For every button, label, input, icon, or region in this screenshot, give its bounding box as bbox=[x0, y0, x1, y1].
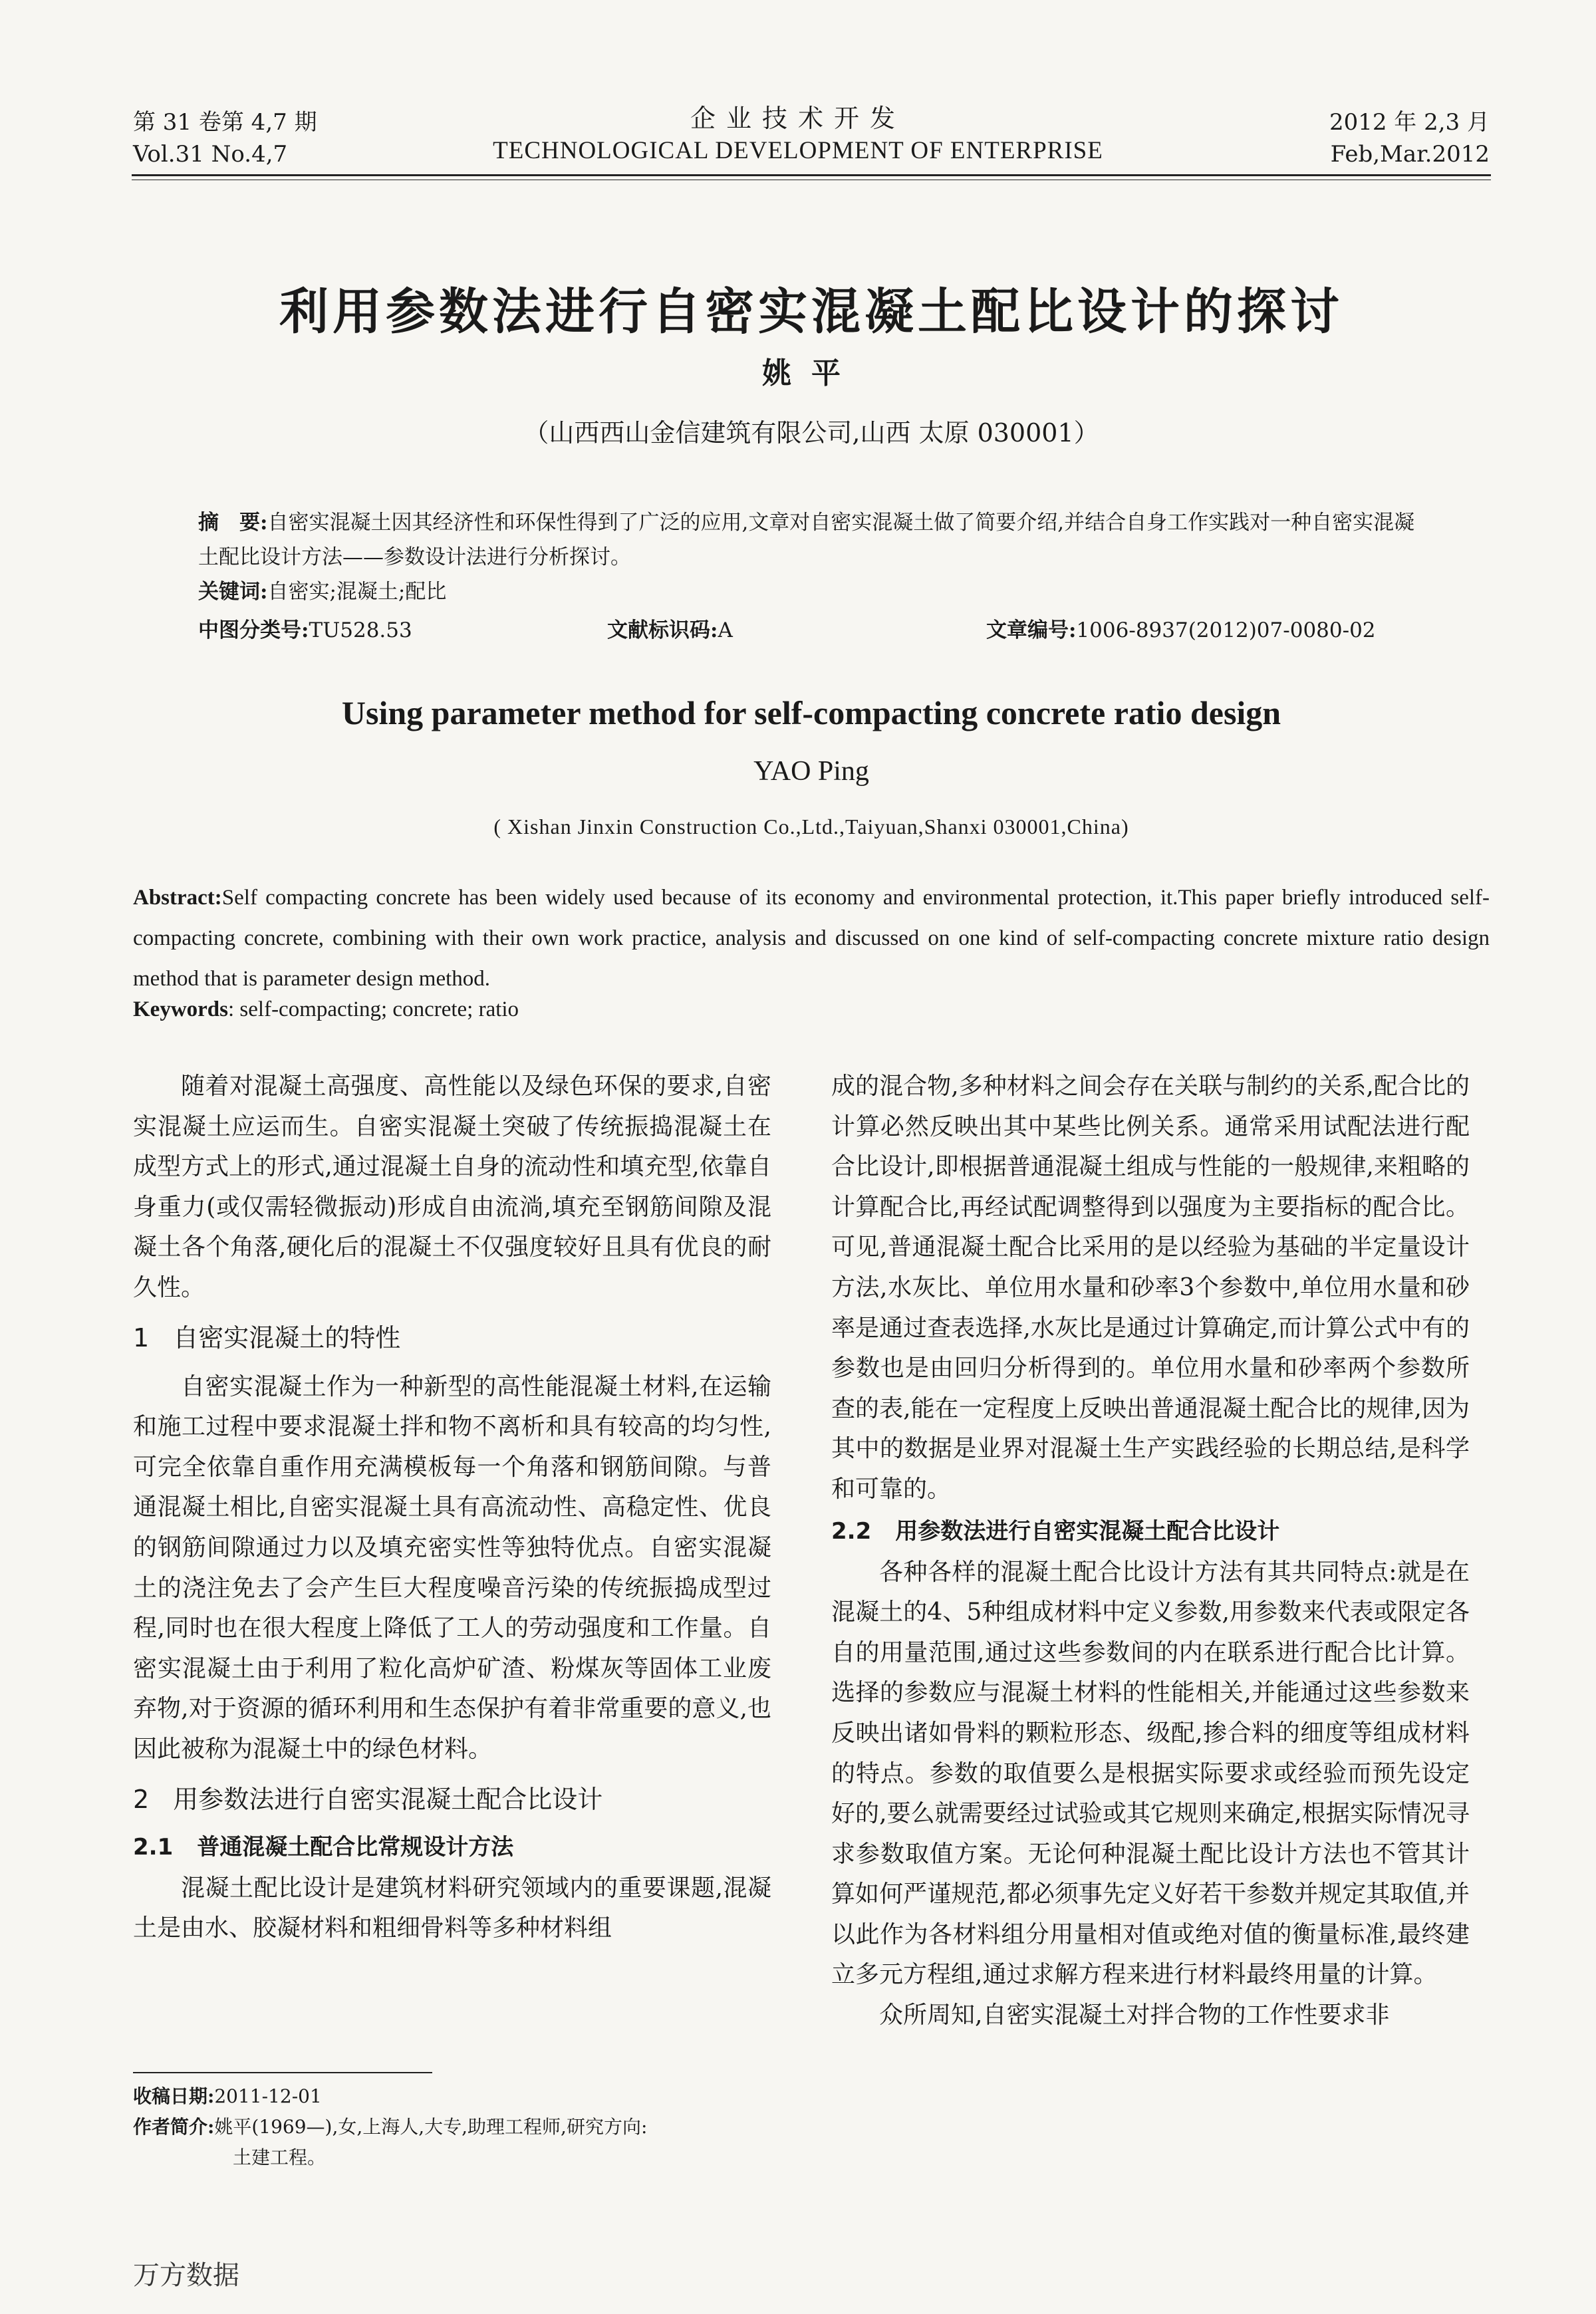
section-2-1-title: 普通混凝土配合比常规设计方法 bbox=[197, 1833, 514, 1861]
abstract-cn-label: 摘 要: bbox=[198, 511, 268, 535]
doc-value: A bbox=[718, 618, 733, 642]
journal-name-cn: 企业技术开发 bbox=[690, 104, 906, 133]
header-volume-cn: 第 31 卷第 4,7 期 bbox=[133, 109, 317, 136]
section-2-1-paragraph: 混凝土配比设计是建筑材料研究领域内的重要课题,混凝土是由水、胶凝材料和粗细骨料等多种材料组 bbox=[133, 1874, 771, 1942]
paper-title-en: Using parameter method for self-compacting concrete ratio design bbox=[341, 694, 1281, 731]
abstract-en bbox=[133, 878, 1490, 999]
affiliation-cn: （山西西山金信建筑有限公司,山西 太原 030001） bbox=[523, 418, 1099, 448]
received-date: 2011-12-01 bbox=[214, 2085, 322, 2107]
section-1-heading bbox=[133, 1318, 771, 1358]
author-cn: 姚平 bbox=[762, 356, 861, 390]
clc-value: TU528.53 bbox=[309, 618, 412, 642]
header-date bbox=[1329, 106, 1490, 170]
section-1-title: 自密实混凝土的特性 bbox=[173, 1323, 401, 1352]
intro-paragraph: 随着对混凝土高强度、高性能以及绿色环保的要求,自密实混凝土应运而生。自密实混凝土突破了传统振捣混凝土在成型方式上的形式,通过混凝土自身的流动性和填充型,依靠自身重力(或仅需轻微振动)形成自由流淌,填充至钢筋间隙及混凝土各个角落,硬化后的混凝土不仅强度较好且具有优良的耐久性。 bbox=[133, 1073, 771, 1301]
section-2-1-heading bbox=[133, 1829, 771, 1866]
author-en: YAO Ping bbox=[753, 756, 869, 787]
author-bio-label: 作者简介: bbox=[133, 2116, 215, 2138]
wanfang-watermark: 万方数据 bbox=[133, 2260, 239, 2291]
body-column-left bbox=[133, 1067, 771, 1949]
header-date-cn: 2012 年 2,3 月 bbox=[1329, 109, 1490, 136]
header-volume bbox=[133, 106, 317, 170]
paper-title-cn: 利用参数法进行自密实混凝土配比设计的探讨 bbox=[279, 283, 1343, 340]
received-label: 收稿日期: bbox=[133, 2085, 215, 2107]
header-date-en: Feb,Mar.2012 bbox=[1330, 141, 1490, 168]
keywords-cn: 自密实;混凝土;配比 bbox=[267, 580, 447, 604]
abstract-en-label: Abstract: bbox=[133, 886, 222, 910]
clc-label: 中图分类号: bbox=[198, 618, 309, 642]
section-2-2-last-line: 众所周知,自密实混凝土对拌合物的工作性要求非 bbox=[879, 2001, 1390, 2029]
doc-code bbox=[607, 613, 733, 643]
section-2-title: 用参数法进行自密实混凝土配合比设计 bbox=[173, 1784, 603, 1814]
footnote bbox=[133, 2081, 785, 2173]
keywords-cn-label: 关键词: bbox=[198, 580, 268, 604]
keywords-en: : self-compacting; concrete; ratio bbox=[228, 997, 519, 1021]
clc-code bbox=[198, 613, 412, 643]
header-journal bbox=[399, 101, 1197, 166]
header-volume-en: Vol.31 No.4,7 bbox=[133, 141, 288, 168]
keywords-en-line bbox=[133, 997, 1490, 1022]
section-2-2-title: 用参数法进行自密实混凝土配合比设计 bbox=[895, 1517, 1280, 1545]
section-1-number: 1 bbox=[133, 1323, 150, 1352]
section-2-heading bbox=[133, 1779, 771, 1819]
author-bio-continued: 土建工程。 bbox=[233, 2146, 327, 2168]
footnote-rule bbox=[133, 2072, 432, 2073]
section-1-paragraph: 自密实混凝土作为一种新型的高性能混凝土材料,在运输和施工过程中要求混凝土拌和物不离析和具有较高的均匀性,可完全依靠自重作用充满模板每一个角落和钢筋间隙。与普通混凝土相比,自密实混凝土具有高流动性、高稳定性、优良的钢筋间隙通过力以及填充密实性等独特优点。自密实混凝土的浇注免去了会产生巨大程度噪音污染的传统振捣成型过程,同时也在很大程度上降低了工人的劳动强度和工作量。自密实混凝土由于利用了粒化高炉矿渣、粉煤灰等固体工业废弃物,对于资源的循环利用和生态保护有着非常重要的意义,也因此被称为混凝土中的绿色材料。 bbox=[133, 1372, 771, 1763]
article-value: 1006-8937(2012)07-0080-02 bbox=[1076, 618, 1376, 642]
header-rule bbox=[132, 174, 1491, 176]
abstract-cn bbox=[198, 505, 1415, 609]
section-2-number: 2 bbox=[133, 1784, 150, 1814]
section-2-2-paragraph: 各种各样的混凝土配合比设计方法有其共同特点:就是在混凝土的4、5种组成材料中定义参数,用参数来代表或限定各自的用量范围,通过这些参数间的内在联系进行配合比计算。选择的参数应与混凝土材料的性能相关,并能通过这些参数来反映出诸如骨料的颗粒形态、级配,掺合料的细度等组成材料的特点。参数的取值要么是根据实际要求或经验而预先设定好的,要么就需要经过试验或其它规则来确定,根据实际情况寻求参数取值方案。无论何种混凝土配比设计方法也不管其计算如何严谨规范,都必须事先定义好若干参数并规定其取值,并以此作为各材料组分用量相对值或绝对值的衡量标准,最终建立多元方程组,通过求解方程来进行材料最终用量的计算。 bbox=[831, 1558, 1470, 1989]
affiliation-en: ( Xishan Jinxin Construction Co.,Ltd.,Taiyuan,Shanxi 030001,China) bbox=[493, 815, 1129, 838]
author-bio: 姚平(1969—),女,上海人,大专,助理工程师,研究方向: bbox=[214, 2116, 648, 2138]
article-label: 文章编号: bbox=[986, 618, 1077, 642]
section-2-2-heading bbox=[831, 1513, 1470, 1550]
section-2-1-number: 2.1 bbox=[133, 1833, 174, 1861]
article-number bbox=[986, 613, 1376, 643]
abstract-cn-text: 自密实混凝土因其经济性和环保性得到了广泛的应用,文章对自密实混凝土做了简要介绍,并结合自身工作实践对一种自密实混凝土配比设计方法——参数设计法进行分析探讨。 bbox=[198, 511, 1415, 569]
journal-name-en: TECHNOLOGICAL DEVELOPMENT OF ENTERPRISE bbox=[493, 137, 1103, 164]
keywords-en-label: Keywords bbox=[133, 997, 228, 1021]
body-column-right bbox=[831, 1067, 1470, 2036]
section-2-1-continued: 成的混合物,多种材料之间会存在关联与制约的关系,配合比的计算必然反映出其中某些比例关系。通常采用试配法进行配合比设计,即根据普通混凝土组成与性能的一般规律,来粗略的计算配合比,再经试配调整得到以强度为主要指标的配合比。可见,普通混凝土配合比采用的是以经验为基础的半定量设计方法,水灰比、单位用水量和砂率3个参数中,单位用水量和砂率是通过查表选择,水灰比是通过计算确定,而计算公式中有的参数也是由回归分析得到的。单位用水量和砂率两个参数所查的表,能在一定程度上反映出普通混凝土配合比的规律,因为其中的数据是业界对混凝土生产实践经验的长期总结,是科学和可靠的。 bbox=[831, 1073, 1470, 1503]
doc-label: 文献标识码: bbox=[607, 618, 718, 642]
abstract-en-text: Self compacting concrete has been widely used because of its economy and environmental protection, it.This paper briefly introduced self-compacting concrete, combining with their own work practice, analysis and discussed on one kind of self-compacting concrete mixture ratio design method that is parameter design method. bbox=[133, 886, 1490, 991]
section-2-2-number: 2.2 bbox=[831, 1517, 872, 1545]
